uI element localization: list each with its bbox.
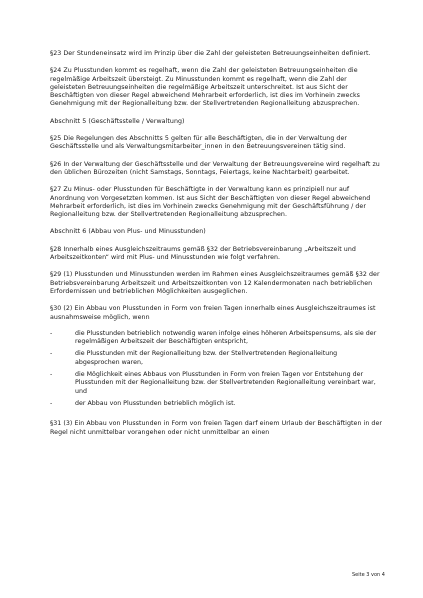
paragraph-29: §29 (1) Plusstunden und Minusstunden werden im Rahmen eines Ausgleichszeitraumes gemäß §32 der Betriebsvereinbarung Arbeitszeit und Arbeitszeitkonten von 12 Kalendermonaten nach betrieblichen Erfordernissen und betrieblichen Möglichkeiten ausgeglichen.	[50, 271, 380, 295]
paragraph-26: §26 In der Verwaltung der Geschäftsstelle und der Verwaltung der Betreuungsvereine wird regelhaft zu den üblichen Bürozeiten (nicht Samstags, Sonntags, Feiertags, keine Nachtarbeit) gearbeitet.	[50, 160, 380, 176]
dash-bullet: -	[50, 399, 53, 407]
dash-bullet: -	[50, 371, 53, 379]
list-item: - die Möglichkeit eines Abbaus von Plusstunden in Form von freien Tagen vor Entstehung der Plusstunden mit der Regionalleitung bzw. der Stellvertretenden Regionalleitung vereinbart war, und	[50, 371, 376, 395]
section-heading-5: Abschnitt 5 (Geschäftsstelle / Verwaltung)	[50, 117, 185, 125]
paragraph-30: §30 (2) Ein Abbau von Plusstunden in Form von freien Tagen innerhalb eines Ausgleichszeitraumes ist ausnahmsweise möglich, wenn	[50, 305, 376, 321]
paragraph-28: §28 Innerhalb eines Ausgleichszeitraums gemäß §32 der Betriebsvereinbarung „Arbeitszeit und Arbeitszeitkonten“ wird mit Plus- und Minusstunden wie folgt verfahren.	[50, 245, 356, 262]
conditions-list	[50, 330, 383, 408]
section-heading-6: Abschnitt 6 (Abbau von Plus- und Minusstunden)	[50, 228, 206, 236]
paragraph-24: §24 Zu Plusstunden kommt es regelhaft, wenn die Zahl der geleisteten Betreuungseinheiten die regelmäßige Arbeitszeit übersteigt. Zu Minusstunden kommt es regelhaft, wenn die Zahl der geleisteten Betreuungseinheiten die regelmäßige Arbeitszeit unterschreitet. Ist aus Sicht der Beschäftigten von dieser Regel abweichend Mehrarbeit erforderlich, ist dies im Vorhinein zwecks Genehmigung mit der Regionalleitung bzw. der Stellvertretenden Regionalleitung abzusprechen.	[50, 67, 361, 108]
list-item: - die Plusstunden betrieblich notwendig waren infolge eines höheren Arbeitspensums, als sie der regelmäßigen Arbeitszeit der Beschäftigten entspricht,	[50, 329, 377, 346]
paragraph-25: §25 Die Regelungen des Abschnitts 5 gelten für alle Beschäftigten, die in der Verwaltung der Geschäftsstelle und als Verwaltungsmitarbeiter_innen in den Betreuungsvereinen tätig sind.	[50, 135, 348, 151]
list-item: - der Abbau von Plusstunden betrieblich möglich ist.	[50, 399, 236, 407]
page-number: Seite 3 von 4	[352, 572, 385, 578]
list-item: - die Plusstunden mit der Regionalleitung bzw. der Stellvertretenden Regionalleitung abgesprochen waren,	[50, 350, 338, 366]
paragraph-27: §27 Zu Minus- oder Plusstunden für Beschäftigte in der Verwaltung kann es prinzipiell nur auf Anordnung von Vorgesetzten kommen. Ist aus Sicht der Beschäftigten von dieser Regel abweichend Mehrarbeit erforderlich, ist dies im Vorhinein zwecks Genehmigung mit der Geschäftsführung / der Regionalleitung bzw. der Stellvertretenden Regionalleitung abzusprechen.	[50, 186, 371, 219]
dash-bullet: -	[50, 350, 53, 358]
dash-bullet: -	[50, 329, 53, 337]
paragraph-31: §31 (3) Ein Abbau von Plusstunden in Form von freien Tagen darf einem Urlaub der Beschäftigten in der Regel nicht unmittelbar vorangehen oder nicht unmittelbar an einen	[50, 420, 383, 436]
paragraph-23: §23 Der Stundeneinsatz wird im Prinzip über die Zahl der geleisteten Betreuungseinheiten definiert.	[50, 50, 371, 57]
